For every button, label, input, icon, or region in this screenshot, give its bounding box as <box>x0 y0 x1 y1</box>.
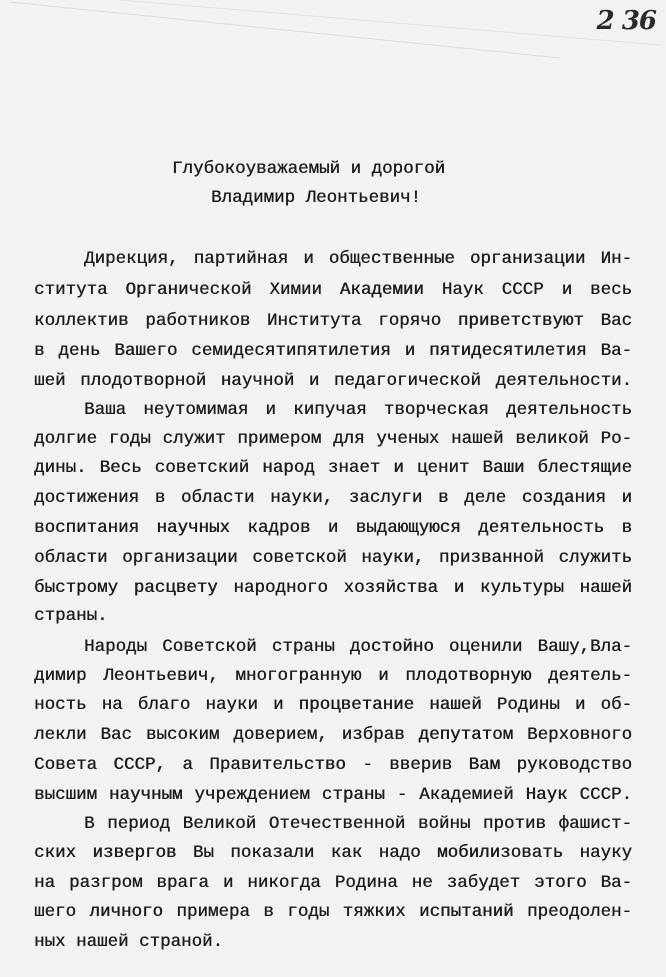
body-text-line: ских извергов Вы показали как надо мобилизовать науку <box>34 843 632 863</box>
body-text-line: достижения в области науки, заслуги в деле создания и <box>34 488 632 508</box>
body-text-line: шего личного примера в годы тяжких испытаний преодолен- <box>34 902 632 922</box>
body-text-line: димир Леонтьевич, многогранную и плодотворную деятель- <box>34 666 632 686</box>
body-text-line: быстрому расцвету народного хозяйства и культуры нашей <box>34 578 632 598</box>
body-text-line: страны. <box>34 606 108 626</box>
body-text-line: В период Великой Отечественной войны против фашист- <box>84 814 632 834</box>
body-text-line: области организации советской науки, призванной служить <box>34 548 632 568</box>
archive-number: 2 36 <box>596 6 656 36</box>
salutation-line-1: Глубокоуважаемый и дорогой <box>172 159 446 179</box>
body-text-line: дины. Весь советский народ знает и ценит Ваши блестящие <box>34 458 632 478</box>
body-text-line: шей плодотворной научной и педагогической деятельности. <box>34 371 632 391</box>
body-text-line: Совета СССР, а Правительство - вверив Вам руководство <box>34 755 632 775</box>
body-text-line: коллектив работников Института горячо приветствуют Вас <box>34 311 632 331</box>
body-text-line: высшим научным учреждением страны - Академией Наук СССР. <box>34 785 632 805</box>
body-text-line: лекли Вас высоким доверием, избрав депутатом Верховного <box>34 725 632 745</box>
body-text-line: Дирекция, партийная и общественные организации Ин- <box>84 249 632 269</box>
body-text-line: воспитания научных кадров и выдающуюся деятельность в <box>34 518 632 538</box>
body-text-line: Ваша неутомимая и кипучая творческая деятельность <box>84 400 632 420</box>
body-text-line: ных нашей страной. <box>34 932 224 952</box>
body-text-line: на разгром врага и никогда Родина не забудет этого Ва- <box>34 873 632 893</box>
paper-fold-marks <box>0 0 666 60</box>
body-text-line: долгие годы служит примером для ученых нашей великой Ро- <box>34 429 632 449</box>
body-text-line: ститута Органической Химии Академии Наук СССР и весь <box>34 280 632 300</box>
body-text-line: в день Вашего семидесятипятилетия и пятидесятилетия Ва- <box>34 341 632 361</box>
body-text-line: Народы Советской страны достойно оценили Вашу,Вла- <box>84 637 632 657</box>
salutation-line-2: Владимир Леонтьевич! <box>211 188 422 208</box>
body-text-line: ность на благо науки и процветание нашей Родины и об- <box>34 695 632 715</box>
